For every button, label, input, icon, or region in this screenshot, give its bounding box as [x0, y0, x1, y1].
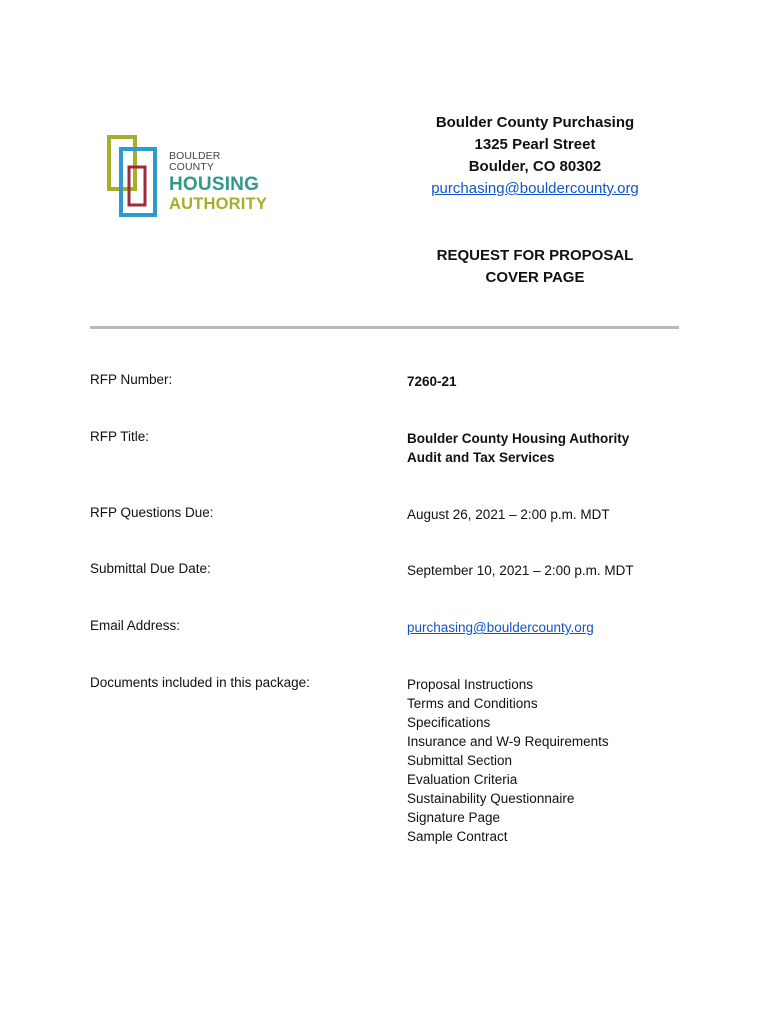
rfp-title-value-line-2: Audit and Tax Services: [407, 450, 555, 465]
list-item: Terms and Conditions: [407, 696, 538, 711]
logo-mark-icon: [105, 133, 165, 225]
rfp-title-label: RFP Title:: [90, 429, 150, 444]
housing-authority-logo: [105, 133, 268, 225]
org-name: Boulder County Purchasing: [435, 114, 635, 131]
email-value-link[interactable]: purchasing@bouldercounty.org: [407, 620, 594, 635]
email-label: Email Address:: [90, 618, 181, 633]
logo-line-housing: HOUSING: [169, 174, 260, 195]
title-line-1: REQUEST FOR PROPOSAL: [436, 247, 634, 264]
rfp-number-value: 7260-21: [407, 374, 457, 389]
questions-due-value: August 26, 2021 – 2:00 p.m. MDT: [407, 507, 610, 522]
city-state-zip: Boulder, CO 80302: [468, 158, 602, 175]
logo-line-authority: AUTHORITY: [169, 195, 268, 213]
rfp-title-value: [407, 429, 697, 467]
logo-line-county: BOULDER COUNTY: [169, 150, 221, 173]
header-email-link[interactable]: purchasing@bouldercounty.org: [431, 180, 639, 197]
submittal-due-value: September 10, 2021 – 2:00 p.m. MDT: [407, 563, 634, 578]
list-item: Insurance and W-9 Requirements: [407, 734, 609, 749]
title-line-2: COVER PAGE: [485, 269, 585, 286]
logo-wordmark: [169, 151, 267, 213]
rfp-number-label: RFP Number:: [90, 372, 173, 387]
documents-list: [407, 675, 697, 846]
document-title: [400, 245, 670, 289]
list-item: Sustainability Questionnaire: [407, 791, 575, 806]
questions-due-label: RFP Questions Due:: [90, 505, 214, 520]
documents-label: Documents included in this package:: [90, 675, 310, 690]
list-item: Sample Contract: [407, 829, 508, 844]
list-item: Specifications: [407, 715, 491, 730]
list-item: Proposal Instructions: [407, 677, 534, 692]
rfp-title-value-line-1: Boulder County Housing Authority: [407, 431, 630, 446]
list-item: Submittal Section: [407, 753, 513, 768]
submittal-due-label: Submittal Due Date:: [90, 561, 211, 576]
list-item: Signature Page: [407, 810, 501, 825]
street-address: 1325 Pearl Street: [474, 136, 596, 153]
list-item: Evaluation Criteria: [407, 772, 518, 787]
purchasing-address-block: [400, 112, 670, 200]
horizontal-divider: [90, 326, 679, 329]
